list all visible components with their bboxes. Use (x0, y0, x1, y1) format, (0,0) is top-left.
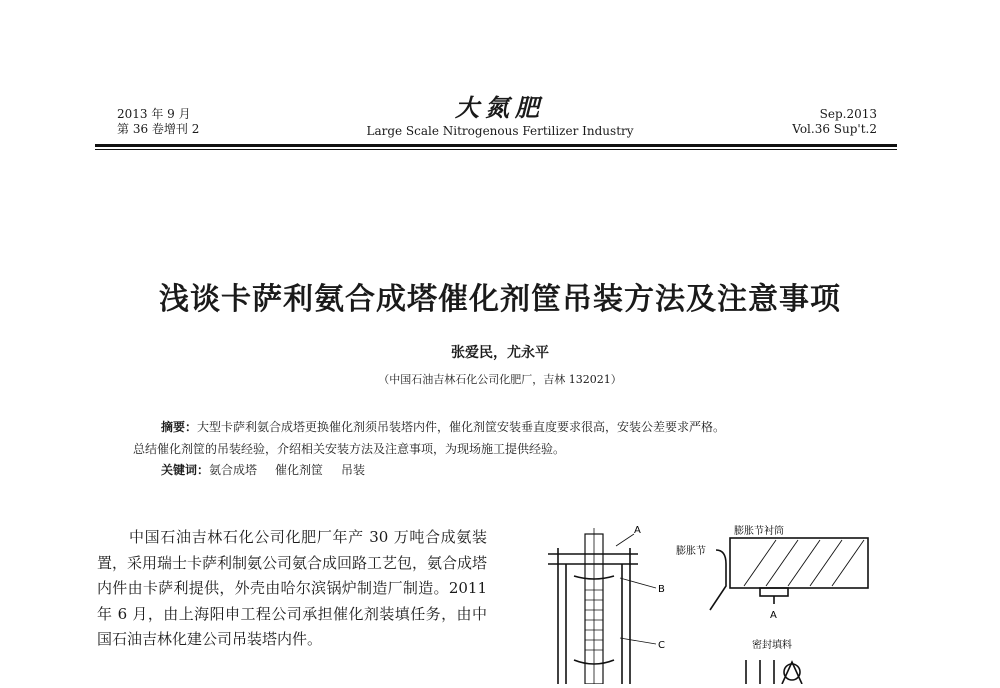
header-left (117, 107, 199, 137)
paper-authors: 张爱民，尤永平 (451, 345, 549, 361)
issue-volume-cn: 第 36 卷增刊 2 (117, 122, 200, 136)
figure-label-b: B (658, 584, 665, 595)
header-right (792, 107, 877, 137)
journal-name-en: Large Scale Nitrogenous Fertilizer Industry (366, 124, 634, 138)
keyword-item: 氨合成塔 (209, 463, 258, 477)
paper-affiliation: （中国石油吉林石化公司化肥厂，吉林 132021） (378, 373, 622, 386)
paper-title: 浅谈卡萨利氨合成塔催化剂筐吊装方法及注意事项 (159, 282, 841, 317)
issue-volume-en: Vol.36 Sup't.2 (792, 122, 877, 136)
basket-assembly-drawing (548, 528, 656, 684)
keyword-item: 吊装 (341, 463, 366, 477)
issue-date-cn: 2013 年 9 月 (117, 107, 191, 121)
figure-label-a-top: A (634, 525, 641, 536)
keywords-label: 关键词： (161, 463, 210, 477)
figure-label-a-detail: A (770, 610, 777, 621)
figure-label-c: C (658, 640, 665, 651)
journal-masthead (300, 94, 700, 138)
header-rule-thin (95, 149, 897, 150)
figure-label-expansion-sleeve: 膨胀节衬筒 (734, 526, 784, 537)
header-rule-thick (95, 144, 897, 147)
keywords (161, 461, 383, 478)
abstract (133, 416, 868, 460)
abstract-label: 摘要： (161, 420, 198, 434)
figure-label-expansion-joint: 膨胀节 (676, 546, 706, 557)
keyword-item: 催化剂筐 (275, 463, 324, 477)
issue-date-en: Sep.2013 (819, 107, 877, 121)
journal-logo: 大氮肥 (455, 93, 545, 122)
expansion-joint-detail (710, 538, 868, 684)
body-paragraph: 中国石油吉林石化公司化肥厂年产 30 万吨合成氨装置，采用瑞士卡萨利制氨公司氨合成回路工艺包，氨合成塔内件由卡萨利提供，外壳由哈尔滨锅炉制造厂制造。2011 年 6 月，由上海阳申工程公司承担催化剂装填任务，由中国石油吉林化建公司吊装塔内件。 (97, 528, 488, 648)
abstract-line-1: 大型卡萨利氨合成塔更换催化剂须吊装塔内件，催化剂筐安装垂直度要求很高，安装公差要求严格。 (197, 420, 726, 434)
body-column-left (97, 525, 487, 653)
figure-label-seal-packing: 密封填料 (752, 640, 792, 651)
abstract-line-2: 总结催化剂筐的吊装经验，介绍相关安装方法及注意事项，为现场施工提供经验。 (133, 442, 566, 456)
figure-drawing (530, 520, 910, 684)
figure-catalyst-basket (530, 520, 910, 684)
